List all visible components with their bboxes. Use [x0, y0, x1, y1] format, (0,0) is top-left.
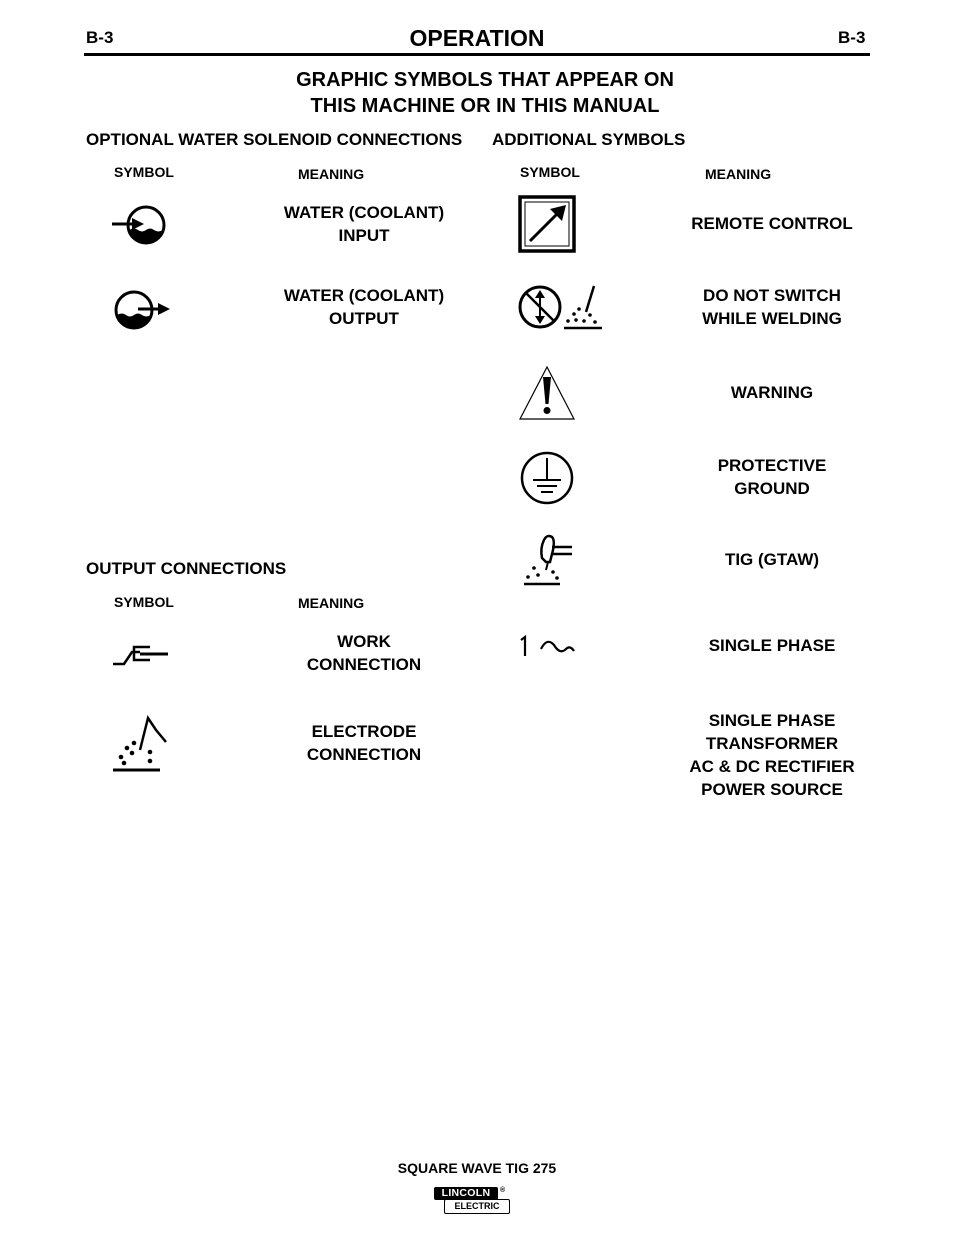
meaning-line: DO NOT SWITCH — [703, 286, 841, 305]
meaning-line: CONNECTION — [306, 745, 422, 764]
lincoln-electric-logo — [434, 1187, 514, 1215]
meaning-single-phase — [662, 634, 882, 657]
meaning-water-input — [254, 201, 474, 247]
registered-mark: ® — [500, 1187, 506, 1194]
additional-section-title: ADDITIONAL SYMBOLS — [492, 130, 686, 149]
water-section-title: OPTIONAL WATER SOLENOID CONNECTIONS — [86, 130, 463, 149]
page-title: OPERATION — [409, 25, 545, 51]
meaning-protective-ground — [662, 454, 882, 500]
meaning-line: PROTECTIVE — [717, 456, 827, 475]
meaning-line: POWER SOURCE — [701, 780, 843, 799]
header-rule — [84, 53, 870, 56]
meaning-line: ELECTRODE — [311, 722, 417, 741]
meaning-line: WARNING — [730, 383, 814, 402]
meaning-line: TRANSFORMER — [705, 734, 839, 753]
subtitle-line: THIS MACHINE OR IN THIS MANUAL — [310, 95, 660, 117]
meaning-line: SINGLE PHASE — [708, 711, 836, 730]
meaning-line: AC & DC RECTIFIER — [689, 757, 855, 776]
page-number-left: B-3 — [86, 28, 114, 47]
meaning-line: OUTPUT — [329, 309, 399, 328]
meaning-line: REMOTE CONTROL — [691, 214, 853, 233]
work-connection-icon — [110, 640, 172, 670]
meaning-line: GROUND — [734, 479, 810, 498]
remote-control-icon — [518, 195, 576, 253]
subtitle-line: GRAPHIC SYMBOLS THAT APPEAR ON — [296, 69, 674, 91]
electrode-connection-icon — [110, 712, 172, 774]
do-not-switch-icon — [518, 282, 604, 332]
page-number-right: B-3 — [838, 28, 866, 47]
meaning-line: WATER (COOLANT) — [283, 203, 445, 222]
symbol-column-head: SYMBOL — [114, 164, 174, 180]
meaning-do-not-switch — [662, 284, 882, 330]
section-subtitle — [240, 67, 730, 119]
meaning-electrode-connection — [254, 720, 474, 766]
meaning-remote-control — [662, 212, 882, 235]
meaning-line: TIG (GTAW) — [724, 550, 820, 569]
water-input-icon — [110, 200, 170, 250]
protective-ground-icon — [518, 450, 576, 506]
meaning-tig — [662, 548, 882, 571]
meaning-line: WHILE WELDING — [702, 309, 842, 328]
footer-model: SQUARE WAVE TIG 275 — [397, 1160, 557, 1176]
meaning-column-head: MEANING — [298, 166, 365, 182]
meaning-line: WORK — [337, 632, 391, 651]
meaning-power-source — [662, 709, 882, 801]
logo-bottom: ELECTRIC — [444, 1199, 510, 1214]
meaning-work-connection — [254, 630, 474, 676]
logo-top: LINCOLN — [434, 1187, 498, 1200]
output-section-title: OUTPUT CONNECTIONS — [86, 559, 287, 578]
meaning-line: INPUT — [338, 226, 390, 245]
meaning-column-head: MEANING — [298, 595, 365, 611]
symbol-column-head: SYMBOL — [520, 164, 580, 180]
symbol-column-head: SYMBOL — [114, 594, 174, 610]
meaning-line: SINGLE PHASE — [708, 636, 836, 655]
meaning-column-head: MEANING — [705, 166, 772, 182]
meaning-line: WATER (COOLANT) — [283, 286, 445, 305]
warning-icon — [518, 365, 576, 421]
single-phase-icon — [518, 633, 578, 661]
meaning-water-output — [254, 284, 474, 330]
water-output-icon — [110, 285, 172, 335]
meaning-warning — [662, 381, 882, 404]
tig-icon — [518, 532, 578, 590]
meaning-line: CONNECTION — [306, 655, 422, 674]
